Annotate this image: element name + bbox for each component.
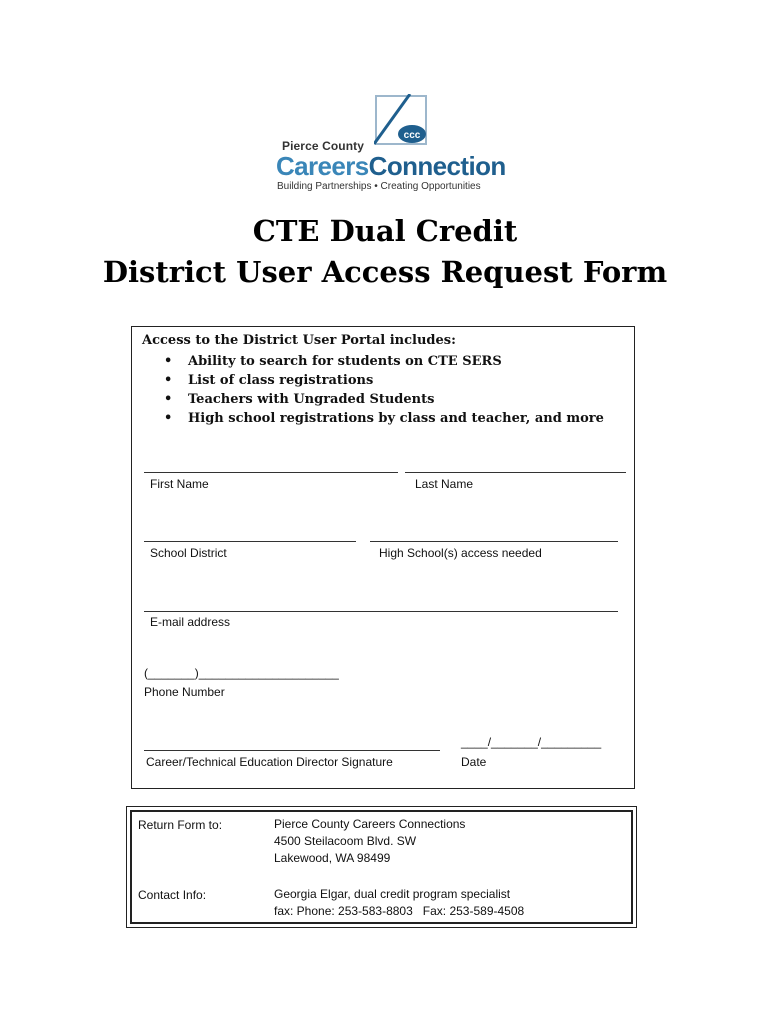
- contact-line: Georgia Elgar, dual credit program specialist: [274, 887, 511, 901]
- phone-label: Phone Number: [144, 685, 225, 699]
- return-form-label: Return Form to:: [138, 818, 223, 832]
- return-info-box: [126, 806, 637, 928]
- signature-field[interactable]: [144, 750, 440, 751]
- logo-tagline: Building Partnerships • Creating Opportunities: [277, 181, 481, 192]
- address-line: 4500 Steilacoom Blvd. SW: [274, 834, 417, 848]
- date-field[interactable]: ____/_______/_________: [461, 735, 602, 749]
- request-form-box: [131, 326, 635, 789]
- school-district-field[interactable]: [144, 541, 356, 542]
- contact-line: fax: Phone: 253-583-8803 Fax: 253-589-4508: [274, 904, 525, 918]
- address-line: Pierce County Careers Connections: [274, 817, 466, 831]
- date-label: Date: [461, 755, 487, 769]
- last-name-field[interactable]: [405, 472, 626, 473]
- high-school-field[interactable]: [370, 541, 618, 542]
- email-label: E-mail address: [150, 615, 231, 629]
- high-school-label: High School(s) access needed: [379, 546, 542, 560]
- list-item: • High school registrations by class and teacher, and more: [158, 409, 604, 428]
- logo-wordmark-careers: Careers: [276, 151, 369, 181]
- address-line: Lakewood, WA 98499: [274, 851, 391, 865]
- portal-access-list: [158, 352, 604, 428]
- logo-wordmark-connection: Connection: [368, 151, 506, 181]
- phone-field[interactable]: (_______)_____________________: [144, 666, 339, 680]
- list-item: • Ability to search for students on CTE SERS: [158, 352, 604, 371]
- signature-label: Career/Technical Education Director Signature: [146, 755, 393, 769]
- first-name-field[interactable]: [144, 472, 398, 473]
- logo-wordmark: [276, 151, 506, 182]
- logo-mark-text: ccc: [403, 130, 421, 141]
- last-name-label: Last Name: [415, 477, 474, 491]
- first-name-label: First Name: [150, 477, 209, 491]
- page-title-line-2: District User Access Request Form: [102, 255, 668, 289]
- school-district-label: School District: [150, 546, 227, 560]
- email-field[interactable]: [144, 611, 618, 612]
- list-item: • Teachers with Ungraded Students: [158, 390, 604, 409]
- portal-access-heading: Access to the District User Portal includes:: [142, 333, 456, 348]
- contact-info-label: Contact Info:: [138, 888, 207, 902]
- logo: [274, 92, 506, 198]
- list-item: • List of class registrations: [158, 371, 604, 390]
- page-title-line-1: CTE Dual Credit: [252, 214, 518, 248]
- return-address: [274, 816, 465, 867]
- logo-org-name: Pierce County: [282, 139, 364, 153]
- contact-info: [274, 886, 524, 920]
- ccc-logo-mark-icon: [374, 94, 428, 146]
